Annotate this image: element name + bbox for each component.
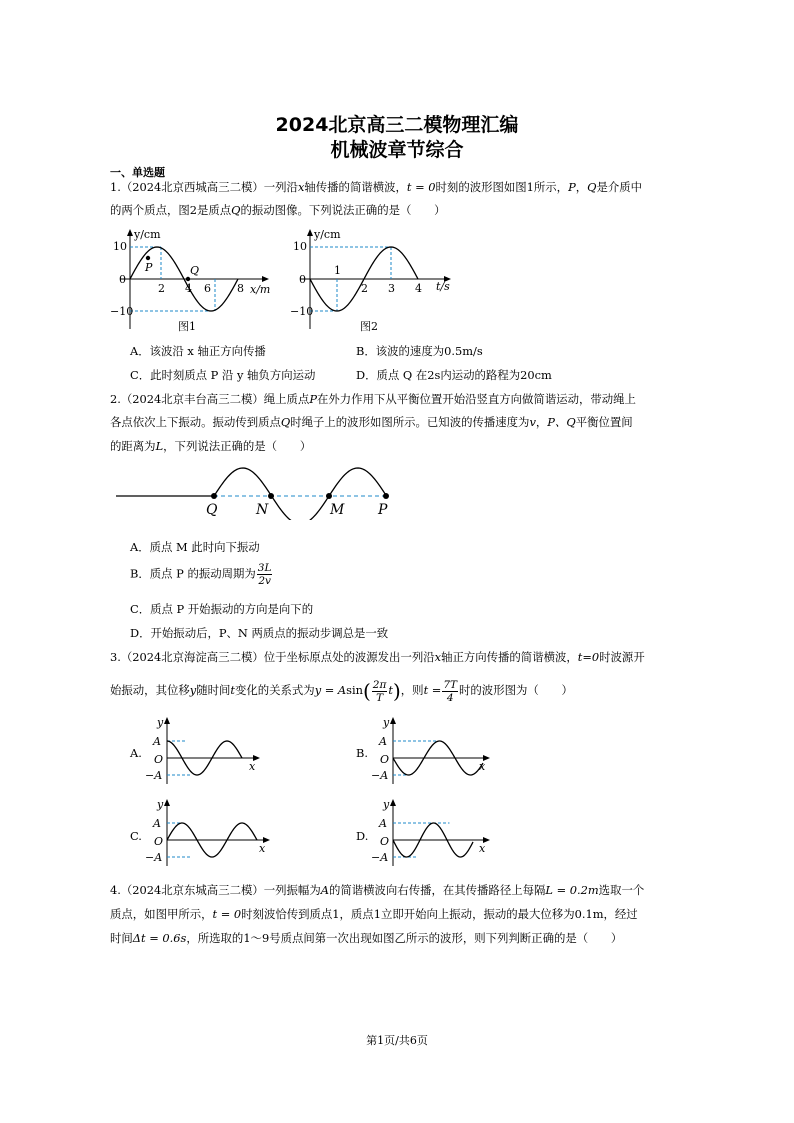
neg-a-tick: −A xyxy=(371,769,389,782)
fig1-ytick-10: 10 xyxy=(113,240,127,253)
page-subtitle: 机械波章节综合 xyxy=(330,139,464,161)
q2-option-c[interactable]: C．质点 P 开始振动的方向是向下的 xyxy=(130,602,314,616)
a-tick: A xyxy=(153,817,161,830)
fig1-caption: 图1 xyxy=(178,320,196,333)
q2-option-a[interactable]: A．质点 M 此时向下振动 xyxy=(130,540,260,554)
y-axis-arrow xyxy=(390,799,396,806)
fig1-ylabel: y/cm xyxy=(134,228,161,241)
rope-wave xyxy=(214,468,386,520)
fig2-y-arrow xyxy=(307,229,313,236)
neg-a-tick: −A xyxy=(145,769,163,782)
q3-option-d-graph[interactable] xyxy=(369,796,493,868)
rope-point-q xyxy=(211,493,217,499)
q1-option-d[interactable]: D．质点 Q 在2s内运动的路程为20cm xyxy=(356,368,552,382)
origin-label: O xyxy=(154,753,164,766)
fig2-ytick-10: 10 xyxy=(293,240,307,253)
q3-option-a-graph[interactable] xyxy=(143,714,263,786)
fig2-ytick-0: 0 xyxy=(299,273,306,286)
q4-stem-line3: 时间Δt = 0.6s，所选取的1～9号质点间第一次出现如图乙所示的波形，则下列判断正确的是（ ） xyxy=(110,931,623,945)
a-tick: A xyxy=(153,735,161,748)
x-label: x xyxy=(479,760,486,773)
q1-stem-line1: 1.（2024北京西城高三二模）一列沿x轴传播的简谐横波，t = 0时刻的波形图如图1所示，P，Q是介质中 xyxy=(110,180,643,194)
q1-figure2 xyxy=(290,226,465,336)
q1-option-c[interactable]: C．此时刻质点 P 沿 y 轴负方向运动 xyxy=(130,368,316,382)
q2-option-d[interactable]: D．开始振动后，P、N 两质点的振动步调总是一致 xyxy=(130,626,389,640)
rope-point-m xyxy=(326,493,332,499)
y-axis-arrow xyxy=(390,717,396,724)
fig1-x-arrow xyxy=(262,276,269,282)
fig1-xtick-4: 4 xyxy=(185,282,192,295)
y-axis-arrow xyxy=(164,717,170,724)
rope-point-n xyxy=(268,493,274,499)
fig1-ytick-neg10: −10 xyxy=(110,305,134,318)
rope-label-q: Q xyxy=(206,502,218,518)
fig2-xtick-3: 3 xyxy=(388,282,395,295)
rope-label-m: M xyxy=(330,502,345,518)
q2-stem-line2: 各点依次上下振动。振动传到质点Q时绳子上的波形如图所示。已知波的传播速度为v，P、Q平衡位置间 xyxy=(110,415,633,429)
q1-option-a[interactable]: A．该波沿 x 轴正方向传播 xyxy=(130,344,266,358)
section-heading: 一、单选题 xyxy=(110,166,165,179)
fig1-xtick-8: 8 xyxy=(237,282,244,295)
y-label: y xyxy=(157,798,164,811)
origin-label: O xyxy=(154,835,164,848)
y-label: y xyxy=(383,798,390,811)
x-label: x xyxy=(259,842,266,855)
rope-point-p xyxy=(383,493,389,499)
fig1-point-q xyxy=(186,277,190,281)
fig2-xtick-2: 2 xyxy=(361,282,368,295)
y-axis-arrow xyxy=(164,799,170,806)
q1-figure1 xyxy=(110,226,275,336)
x-label: x xyxy=(479,842,486,855)
q1-stem-line2: 的两个质点，图2是质点Q的振动图像。下列说法正确的是（ ） xyxy=(110,203,446,217)
fig1-xtick-6: 6 xyxy=(204,282,211,295)
origin-label: O xyxy=(380,753,390,766)
fig1-point-p xyxy=(146,256,150,260)
q3-option-d-label[interactable]: D. xyxy=(356,829,369,843)
fig1-xlabel: x/m xyxy=(250,283,271,296)
q3-option-b-graph[interactable] xyxy=(369,714,493,786)
q3-stem-line2: 始振动，其位移y随时间t变化的关系式为y = Asin( $\frac{2\pi}{T}$ t)，则t = $\frac{7T}{4}$ 时的波形图为（ ） xyxy=(110,678,573,704)
q3-option-a-label[interactable]: A. xyxy=(130,746,142,760)
x-label: x xyxy=(249,760,256,773)
y-label: y xyxy=(383,716,390,729)
a-tick: A xyxy=(379,817,387,830)
q4-stem-line1: 4.（2024北京东城高三二模）一列振幅为A的简谐横波向右传播，在其传播路径上每隔L = 0.2m选取一个 xyxy=(110,883,645,897)
fig1-label-q: Q xyxy=(190,264,200,277)
origin-label: O xyxy=(380,835,390,848)
fig2-caption: 图2 xyxy=(360,320,378,333)
y-label: y xyxy=(157,716,164,729)
fig1-ytick-0: 0 xyxy=(119,273,126,286)
q3-option-c-graph[interactable] xyxy=(143,796,273,868)
q2-stem-line1: 2.（2024北京丰台高三二模）绳上质点P在外力作用下从平衡位置开始沿竖直方向做简谐运动，带动绳上 xyxy=(110,392,636,406)
fig2-xlabel: t/s xyxy=(436,280,450,293)
q2-rope-figure xyxy=(110,460,410,520)
page-footer: 第1页/共6页 xyxy=(366,1034,428,1047)
q3-option-b-label[interactable]: B. xyxy=(356,746,368,760)
rope-label-p: P xyxy=(378,502,388,518)
fig1-y-arrow xyxy=(127,229,133,236)
q3-option-c-label[interactable]: C. xyxy=(130,829,142,843)
fig1-label-p: P xyxy=(145,261,153,274)
q1-option-b[interactable]: B．该波的速度为0.5m/s xyxy=(356,344,483,358)
fig2-xtick-4: 4 xyxy=(415,282,422,295)
rope-label-n: N xyxy=(256,502,269,518)
neg-a-tick: −A xyxy=(145,851,163,864)
q4-stem-line2: 质点，如图甲所示，t = 0时刻波恰传到质点1，质点1立即开始向上振动，振动的最大位移为0.1m，经过 xyxy=(110,907,638,921)
fig1-xtick-2: 2 xyxy=(158,282,165,295)
a-tick: A xyxy=(379,735,387,748)
fig2-ylabel: y/cm xyxy=(314,228,341,241)
page-title: 2024北京高三二模物理汇编 xyxy=(275,114,519,136)
q2-option-b[interactable]: B．质点 P 的振动周期为 $\frac{3L}{2v}$ xyxy=(130,562,272,587)
q2-stem-line3: 的距离为L，下列说法正确的是（ ） xyxy=(110,439,312,453)
fig2-xtick-1: 1 xyxy=(334,264,341,277)
q3-stem-line1: 3.（2024北京海淀高三二模）位于坐标原点处的波源发出一列沿x轴正方向传播的简谐横波，t=0时波源开 xyxy=(110,650,645,664)
fig2-ytick-neg10: −10 xyxy=(290,305,314,318)
neg-a-tick: −A xyxy=(371,851,389,864)
